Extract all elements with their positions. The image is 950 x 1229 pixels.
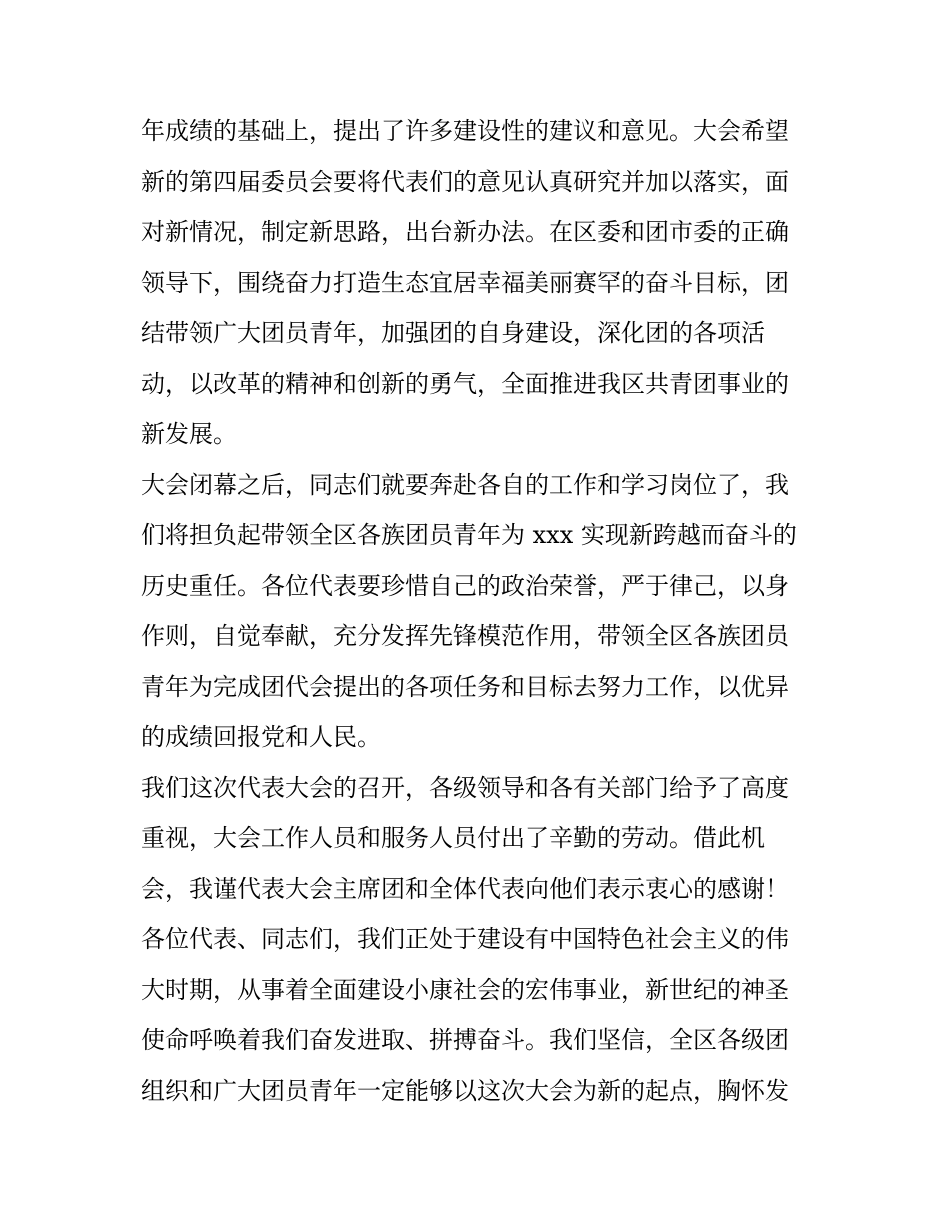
- text-line: 年成绩的基础上，提出了许多建设性的建议和意见。大会希望: [141, 117, 789, 145]
- text-line: 新发展。: [141, 420, 237, 448]
- text-line: 会，我谨代表大会主席团和全体代表向他们表示衷心的感谢！: [141, 874, 789, 903]
- text-line: 的成绩回报党和人民。: [141, 723, 381, 751]
- text-line: 历史重任。各位代表要珍惜自己的政治荣誉，严于律己，以身: [141, 571, 789, 600]
- text-line: 我们这次代表大会的召开，各级领导和各有关部门给予了高度: [141, 773, 789, 802]
- text-line: 组织和广大团员青年一定能够以这次大会为新的起点，胸怀发: [141, 1076, 789, 1105]
- text-line: 对新情况，制定新思路，出台新办法。在区委和团市委的正确: [141, 218, 789, 246]
- text-line: 大会闭幕之后，同志们就要奔赴各自的工作和学习岗位了，我: [141, 470, 789, 499]
- text-line: 结带领广大团员青年，加强团的自身建设，深化团的各项活: [141, 319, 765, 347]
- text-line: 新的第四届委员会要将代表们的意见认真研究并加以落实，面: [141, 167, 789, 196]
- text-line: 们将担负起带领全区各族团员青年为 xxx 实现新跨越而奋斗的: [141, 521, 797, 549]
- text-line: 作则，自觉奉献，充分发挥先锋模范作用，带领全区各族团员: [141, 622, 789, 650]
- text-line: 动，以改革的精神和创新的勇气，全面推进我区共青团事业的: [141, 369, 789, 398]
- text-line: 重视，大会工作人员和服务人员付出了辛勤的劳动。借此机: [141, 824, 765, 852]
- text-line: 青年为完成团代会提出的各项任务和目标去努力工作，以优异: [141, 672, 789, 701]
- text-line: 各位代表、同志们，我们正处于建设有中国特色社会主义的伟: [141, 925, 789, 953]
- body-text: [141, 106, 821, 1116]
- text-line: 大时期，从事着全面建设小康社会的宏伟事业，新世纪的神圣: [141, 975, 789, 1004]
- text-line: 领导下，围绕奋力打造生态宜居幸福美丽赛罕的奋斗目标，团: [141, 268, 789, 297]
- text-line: 使命呼唤着我们奋发进取、拼搏奋斗。我们坚信，全区各级团: [141, 1026, 789, 1054]
